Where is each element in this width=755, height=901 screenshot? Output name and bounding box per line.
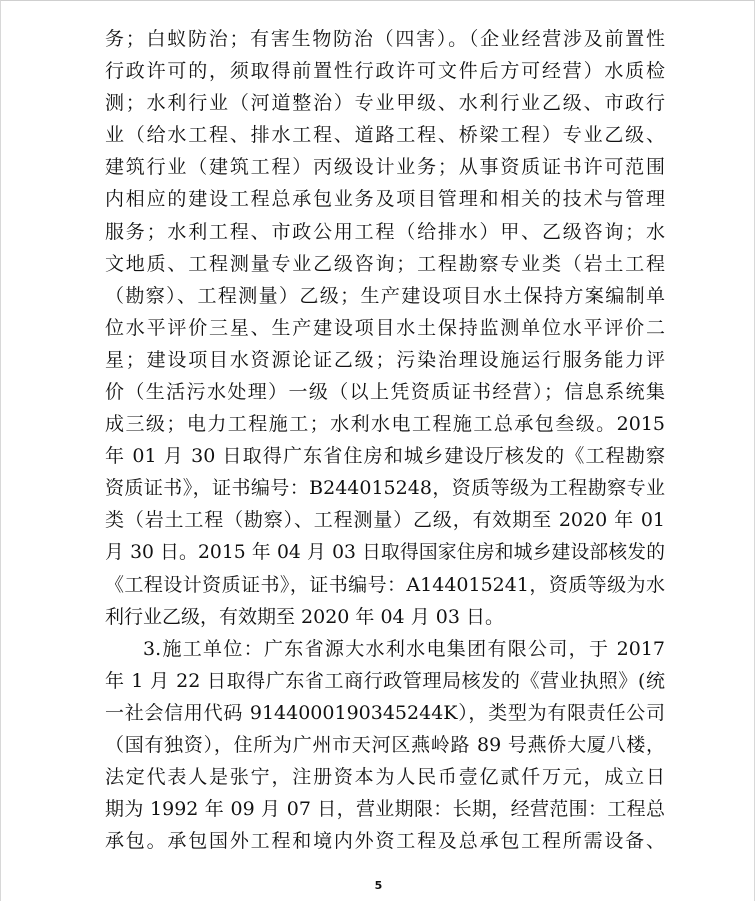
text-line-9: （勘察）、工程测量）乙级；生产建设项目水土保持方案编制单 xyxy=(105,284,665,307)
text-line-11: 星；建设项目水资源论证乙级；污染治理设施运行服务能力评 xyxy=(105,348,665,371)
text-line-25: 期为 1992 年 09 月 07 日，营业期限：长期，经营范围：工程总 xyxy=(105,798,665,821)
text-line-21: 年 1 月 22 日取得广东省工商行政管理局核发的《营业执照》(统 xyxy=(105,669,665,692)
text-line-22: 一社会信用代码 9144000190345244K），类型为有限责任公司 xyxy=(105,701,665,724)
text-line-12: 价（生活污水处理）一级（以上凭资质证书经营）；信息系统集 xyxy=(105,381,665,404)
text-line-23: （国有独资），住所为广州市天河区燕岭路 89 号燕侨大厦八楼， xyxy=(105,734,665,757)
text-line-4: 业（给水工程、排水工程、道路工程、桥梁工程）专业乙级、 xyxy=(105,124,665,147)
text-line-26: 承包。承包国外工程和境内外资工程及总承包工程所需设备、 xyxy=(105,830,665,853)
text-line-16: 类（岩土工程（勘察）、工程测量）乙级，有效期至 2020 年 01 xyxy=(105,509,665,532)
text-line-14: 年 01 月 30 日取得广东省住房和城乡建设厅核发的《工程勘察 xyxy=(105,445,665,468)
body-text xyxy=(105,23,665,857)
text-line-15: 资质证书》，证书编号：B244015248，资质等级为工程勘察专业 xyxy=(105,477,665,500)
text-line-1: 务；白蚁防治；有害生物防治（四害）。（企业经营涉及前置性 xyxy=(105,28,665,50)
text-line-6: 内相应的建设工程总承包业务及项目管理和相关的技术与管理 xyxy=(105,188,665,211)
text-line-13: 成三级；电力工程施工；水利水电工程施工总承包叁级。2015 xyxy=(105,413,665,436)
text-line-20: 3.施工单位：广东省源大水利水电集团有限公司，于 2017 xyxy=(143,637,665,660)
text-line-19: 利行业乙级，有效期至 2020 年 04 月 03 日。 xyxy=(105,605,504,628)
text-line-2: 行政许可的，须取得前置性行政许可文件后方可经营）水质检 xyxy=(105,60,665,83)
text-line-18: 《工程设计资质证书》，证书编号：A144015241，资质等级为水 xyxy=(105,573,665,596)
text-line-3: 测；水利行业（河道整治）专业甲级、水利行业乙级、市政行 xyxy=(105,92,665,115)
text-line-24: 法定代表人是张宁，注册资本为人民币壹亿贰仟万元，成立日 xyxy=(105,766,665,789)
page-number: 5 xyxy=(374,879,383,892)
text-line-5: 建筑行业（建筑工程）丙级设计业务；从事资质证书许可范围 xyxy=(105,156,665,179)
text-line-17: 月 30 日。2015 年 04 月 03 日取得国家住房和城乡建设部核发的 xyxy=(105,541,665,563)
text-line-8: 文地质、工程测量专业乙级咨询；工程勘察专业类（岩土工程 xyxy=(105,252,665,275)
text-line-10: 位水平评价三星、生产建设项目水土保持监测单位水平评价二 xyxy=(105,316,665,339)
text-line-7: 服务；水利工程、市政公用工程（给排水）甲、乙级咨询；水 xyxy=(105,220,665,243)
